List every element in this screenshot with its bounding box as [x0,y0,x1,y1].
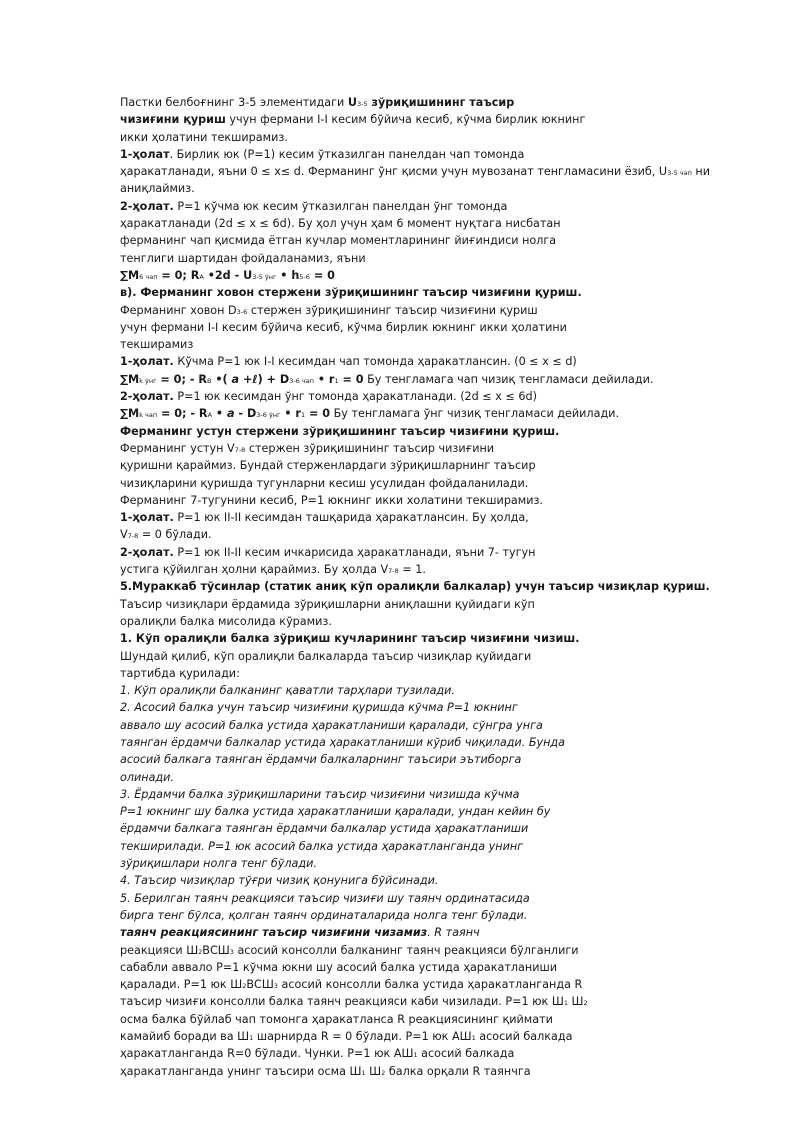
subscript: 3-6 чап [289,376,314,385]
text-line [120,596,720,613]
text-line [120,457,720,474]
text-run: Ферманинг ховон D [120,303,237,317]
text-run: текширилади. P=1 юк асосий балка устида ҳаракатланганда унинг [120,839,524,853]
text-run: реакцияси Ш [120,943,199,957]
text-line [120,907,720,924]
subscript: 2 [381,1068,386,1077]
text-line [120,180,720,197]
text-run: ни [691,165,711,179]
text-line [120,475,720,492]
text-run: чизиқларини қуришда тугунларни кесиш усулидан фойдаланилади. [120,476,529,490]
text-run: • r [280,407,301,421]
text-line [120,942,720,959]
text-line [120,1063,720,1080]
text-run: ҳаракатланади (2d ≤ x ≤ 6d). Бу ҳол учун ҳам 6 момент нуқтага нисбатан [120,217,561,231]
subscript: k чап [139,411,158,420]
text-run: Бу тенгламага чап чизиқ тенгламаси дейилади. [363,372,654,386]
subscript: 3-5 ўнг [252,272,277,281]
subscript: 5-6 [299,272,310,281]
text-run: Ш [365,1064,382,1078]
text-run: ∑M [120,268,140,282]
text-run: 1. Кўп оралиқли балканинг қаватли тарҳлари тузилади. [120,684,455,698]
text-run: - D [234,407,257,421]
text-run: қуришни қараймиз. Бундай стерженлардаги зўриқишларнинг таъсир [120,459,536,473]
subscript: 7-8 [127,532,139,541]
text-line [120,353,720,370]
text-run: в). Ферманинг ховон стержени зўриқишининг таъсир чизиғини қуриш. [120,286,582,300]
text-run: ферманинг чап қисмида ётган кучлар моментларининг йиғиндиси нолга [120,234,557,248]
text-line [120,129,720,146]
document-body [120,94,720,1080]
text-run: камайиб боради ва Ш [120,1030,250,1044]
text-line [120,1045,720,1062]
subscript: 3-6 ўнг [256,411,281,420]
text-line [120,336,720,353]
text-run: зўриқишининг таъсир [367,96,515,109]
text-run: ҳаракатланади, яъни 0 ≤ x≤ d. Ферманинг ўнг қисми учун мувозанат тенгламасини ёзиб, U [120,165,668,179]
text-run: шарнирда R = 0 бўлади. P=1 юк АШ [253,1030,472,1044]
text-run: балка орқали R таянчга [385,1064,531,1078]
text-line [120,890,720,907]
text-run: Ферманинг устун стержени зўриқишининг таъсир чизиғини қуриш. [120,424,560,438]
text-run: учун фермани I-I кесим бўйича кесиб, кўчма бирлик юкнинг [225,113,586,127]
text-run: 2-ҳолат. [120,390,174,404]
subscript: 1 [249,1034,254,1043]
subscript: 3-5 чап [667,169,692,178]
text-line [120,1011,720,1028]
text-run: ∑M [120,372,140,386]
text-run: = 0 [309,268,335,282]
text-run: 2-ҳолат. [120,545,174,559]
text-run: P=1 юкнинг шу балка устида ҳаракатланиши қаралади, ундан кейин бу [120,805,551,819]
text-run: стержен зўриқишининг таъсир чизиғини [245,441,495,455]
subscript: 3 [273,982,278,991]
text-run: a [231,372,240,386]
subscript: 2 [198,947,203,956]
text-line [120,682,720,699]
text-line [120,250,720,267]
text-run: 5.Мураккаб тўсинлар (статик аниқ кўп оралиқли балкалар) учун таъсир чизиқлар қуриш. [120,580,710,594]
text-line [120,665,720,682]
text-run: стержен зўриқишининг таъсир чизиғини қуриш [247,303,538,317]
subscript: A [207,411,213,420]
text-run: 1-ҳолат. [120,511,174,525]
text-run: • h [276,268,300,282]
text-run: = 0; - R [157,407,208,421]
text-run: V [120,528,128,542]
text-run: чизиғини қуриш [120,113,226,127]
text-line [120,872,720,889]
text-run: = 0 [305,407,331,421]
text-line [120,613,720,630]
text-run: аввало шу асосий балка устида ҳаракатланиши қаралади, сўнгра унга [120,718,543,732]
text-run: тартибда қурилади: [120,666,240,680]
text-line [120,302,720,319]
subscript: 3-6 [236,307,248,316]
text-run: •2d - U [203,268,253,282]
subscript: 2 [583,999,588,1008]
text-line [120,838,720,855]
text-line [120,630,720,647]
text-line [120,820,720,837]
text-line [120,786,720,803]
text-run: ёрдамчи балкага таянган ёрдамчи балкалар устида ҳаракатланиши [120,822,529,836]
subscript: 2 [242,982,247,991]
text-run: 3. Ёрдамчи балка зўриқишларини таъсир чизиғини чизишда кўчма [120,787,520,801]
text-run: асосий балкада [475,1030,573,1044]
text-run: . R таянч [427,926,480,940]
subscript: 1 [563,999,568,1008]
text-line [120,232,720,249]
text-run: осма балка бўйлаб чап томонга ҳаракатланса R реакциясининг қиймати [120,1012,553,1026]
text-run: 4. Таъсир чизиқлар тўғри чизиқ қонунига бўйсинади. [120,874,439,888]
subscript: 7-8 [234,445,246,454]
text-line [120,976,720,993]
text-line [120,215,720,232]
text-line [120,146,720,163]
text-run: тенглиги шартидан фойдаланамиз, яъни [120,251,366,265]
subscript: 7-8 [388,567,399,576]
text-run: = 0 бўлади. [138,528,212,542]
text-run: ВСШ [246,978,274,992]
text-line [120,544,720,561]
text-line [120,319,720,336]
text-run: • r [313,372,335,386]
text-run: 1-ҳолат [120,147,170,161]
text-run: U [347,96,357,109]
text-run: таъсир чизиғи консолли балка таянч реакцияси каби чизилади. P=1 юк Ш [120,995,564,1009]
text-line [120,509,720,526]
text-run: оралиқли балка мисолида кўрамиз. [120,614,332,628]
text-run: = 0; - R [156,372,207,386]
text-run: ∑M [120,407,140,421]
subscript: 3 [229,947,234,956]
text-run: = 0; R [157,268,200,282]
text-run: 5. Берилган таянч реакцияси таъсир чизиғи шу таянч ординатасида [120,891,530,905]
text-line [120,751,720,768]
text-run: Кўчма P=1 юк I-I кесимдан чап томонда ҳаракатлансин. (0 ≤ x ≤ d) [173,355,577,369]
subscript: 1 [300,411,306,420]
text-line [120,163,720,180]
subscript: 1 [413,1051,418,1060]
text-run: . Бирлик юк (P=1) кесим ўтказилган панелдан чап томонда [169,147,525,161]
text-line [120,526,720,543]
text-run: таянган ёрдамчи балкалар устида ҳаракатланиши кўриб чиқилади. Бунда [120,735,566,749]
text-run: = 1. [398,563,426,577]
text-line [120,388,720,405]
text-line [120,405,720,422]
subscript: 6 чап [139,272,158,281]
text-line [120,578,720,595]
text-run: аниқлаймиз. [120,182,195,196]
text-run: 1-ҳолат. [120,355,174,369]
text-line [120,803,720,820]
text-run: қаралади. P=1 юк Ш [120,978,243,992]
text-line [120,440,720,457]
text-run: олинади. [120,770,174,784]
text-line [120,993,720,1010]
subscript: B [207,376,212,385]
text-run: P=1 юк кесимдан ўнг томонда ҳаракатланади. (2d ≤ x ≤ 6d) [173,390,537,404]
text-run: • [212,407,227,421]
text-run: Таъсир чизиқлари ёрдамида зўриқишларни аниқлашни қуйидаги кўп [120,597,535,611]
text-line [120,1028,720,1045]
text-run: ВСШ [202,943,230,957]
text-run: ҳаракатланганда унинг таъсири осма Ш [120,1064,362,1078]
text-run: сабабли аввало P=1 кўчма юкни шу асосий балка устида ҳаракатланиши [120,960,557,974]
text-line [120,284,720,301]
subscript: A [199,272,204,281]
text-run: асосий балкага таянган ёрдамчи балкаларнинг таъсири эътиборга [120,753,522,767]
text-line [120,267,720,284]
subscript: 1 [471,1034,476,1043]
text-run: Ферманинг 7-тугунини кесиб, P=1 юкнинг икки холатини текширамиз. [120,493,543,507]
text-run: P=1 юк II-II кесим ичкарисида ҳаракатланади, яъни 7- тугун [173,545,536,559]
text-run: устига қўйилган ҳолни қараймиз. Бу ҳолда V [120,563,389,577]
text-run: 1. Кўп оралиқли балка зўриқиш кучларининг таъсир чизиғини чизиш. [120,632,580,646]
text-line [120,699,720,716]
text-line [120,423,720,440]
subscript: 3-5 [356,100,368,108]
text-run: P=1 юк II-II кесимдан ташқарида ҳаракатлансин. Бу ҳолда, [173,511,529,525]
text-line [120,198,720,215]
text-line [120,734,720,751]
text-line [120,94,720,111]
text-run: учун фермани I-I кесим бўйича кесиб, кўчма бирлик юкнинг икки ҳолатини [120,320,567,334]
text-run: 2. Асосий балка учун таъсир чизиғини қуришда кўчма P=1 юкнинг [120,701,518,715]
text-line [120,769,720,786]
text-line [120,561,720,578]
text-line [120,855,720,872]
text-line [120,924,720,941]
text-run: a [226,407,235,421]
subscript: 1 [361,1068,366,1077]
subscript: k ўнг [139,376,157,385]
text-run: •( [211,372,232,386]
text-run: Пастки белбоғнинг 3-5 элементидаги [120,96,348,109]
text-run: Ш [567,995,584,1009]
text-run: ҳаракатланганда R=0 бўлади. Чунки. P=1 юк АШ [120,1047,414,1061]
text-line [120,717,720,734]
text-run: зўриқишлари нолга тенг бўлади. [120,857,317,871]
text-run: +ℓ) + D [239,372,290,386]
text-run: таянч реакциясининг таъсир чизиғини чизамиз [120,926,428,940]
text-run: P=1 кўчма юк кесим ўтказилган панелдан ўнг томонда [173,199,508,213]
text-line [120,371,720,388]
text-run: бирга тенг бўлса, қолган таянч ординаталарида нолга тенг бўлади. [120,908,528,922]
text-run: Бу тенгламага ўнг чизиқ тенгламаси дейилади. [330,407,620,421]
text-run: икки ҳолатини текширамиз. [120,130,288,144]
text-run: текширамиз [120,338,194,352]
text-line [120,492,720,509]
text-line [120,959,720,976]
text-line [120,648,720,665]
text-run: = 0 [338,372,364,386]
subscript: 1 [334,376,339,385]
text-run: асосий балкада [417,1047,515,1061]
text-run: асосий консолли балка устида ҳаракатланганда R [277,978,583,992]
text-run: 2-ҳолат. [120,199,174,213]
text-run: Шундай қилиб, кўп оралиқли балкаларда таъсир чизиқлар қуйидаги [120,649,532,663]
text-run: Ферманинг устун V [120,441,235,455]
text-line [120,111,720,128]
text-run: асосий консолли балканинг таянч реакцияси бўлганлиги [233,943,579,957]
